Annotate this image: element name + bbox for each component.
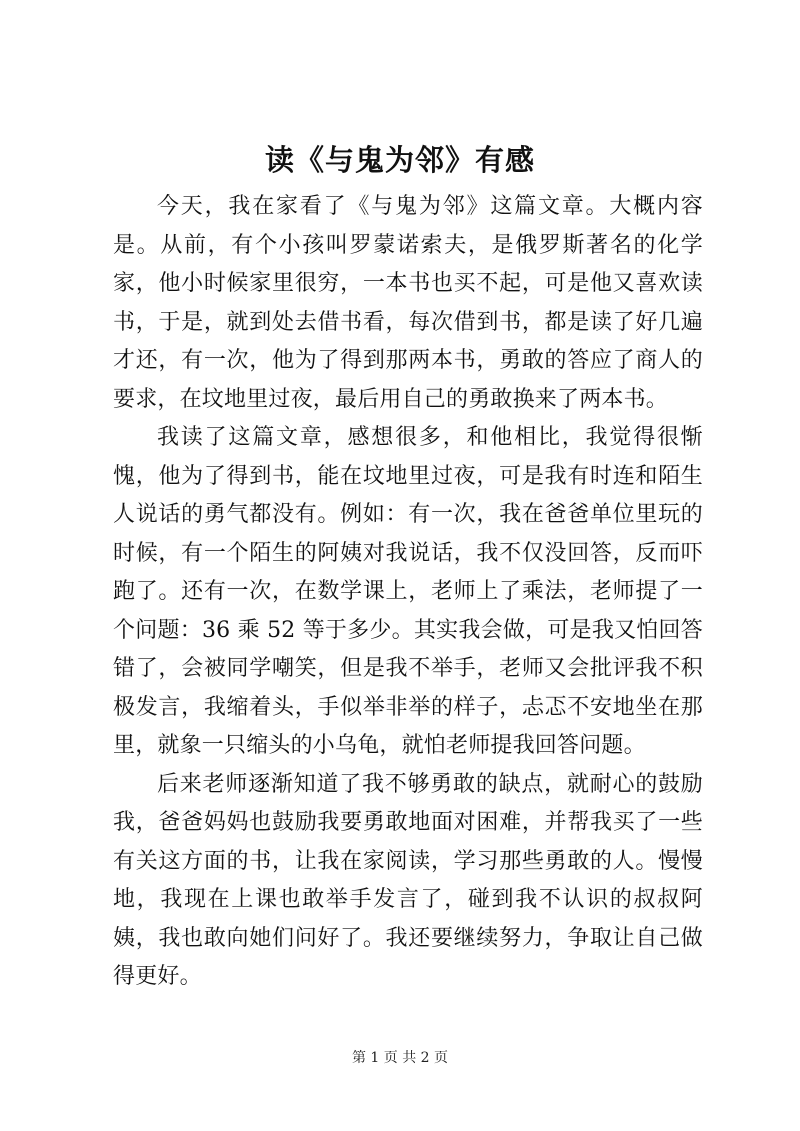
paragraph-3: 后来老师逐渐知道了我不够勇敢的缺点，就耐心的鼓励我，爸爸妈妈也鼓励我要勇敢地面对困难，并帮我买了一些有关这方面的书，让我在家阅读，学习那些勇敢的人。慢慢地，我现在上课也敢举手发言了，碰到我不认识的叔叔阿姨，我也敢向她们问好了。我还要继续努力，争取让自己做得更好。 [113, 771, 703, 989]
document-title: 读《与鬼为邻》有感 [264, 143, 535, 177]
page-footer: 第 1 页 共 2 页 [351, 1050, 449, 1066]
paragraph-2: 我读了这篇文章，感想很多，和他相比，我觉得很惭愧，他为了得到书，能在坟地里过夜，可是我有时连和陌生人说话的勇气都没有。例如：有一次，我在爸爸单位里玩的时候，有一个陌生的阿姨对我说话，我不仅没回答，反而吓跑了。还有一次，在数学课上，老师上了乘法，老师提了一个问题：36 乘 52 等于多少。其实我会做，可是我又怕回答错了，会被同学嘲笑，但是我不举手，老师又会批评我不积极发言，我缩着头，手似举非举的样子，忐忑不安地坐在那里，就象一只缩头的小乌龟，就怕老师提我回答问题。 [113, 425, 703, 758]
paragraph-1: 今天，我在家看了《与鬼为邻》这篇文章。大概内容是。从前，有个小孩叫罗蒙诺索夫，是俄罗斯著名的化学家，他小时候家里很穷，一本书也买不起，可是他又喜欢读书，于是，就到处去借书看，每次借到书，都是读了好几遍才还，有一次，他为了得到那两本书，勇敢的答应了商人的要求，在坟地里过夜，最后用自己的勇敢换来了两本书。 [113, 194, 703, 412]
document-body [113, 188, 703, 997]
